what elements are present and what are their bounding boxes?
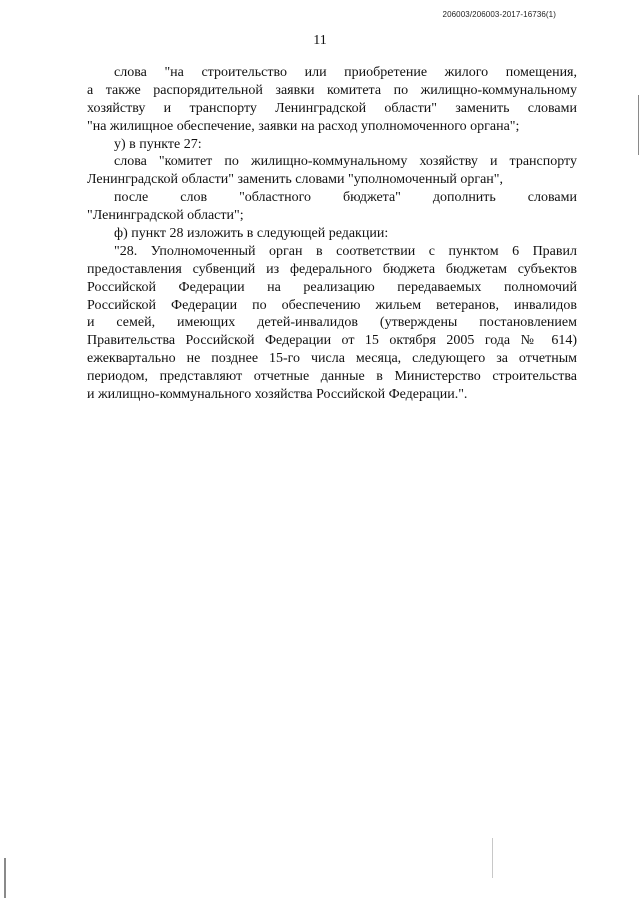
text-line: "на жилищное обеспечение, заявки на расход уполномоченного органа"; xyxy=(87,118,520,134)
text-line: Ленинградской области" заменить словами "уполномоченный орган", xyxy=(87,172,504,188)
scan-artifact xyxy=(492,838,493,878)
text-line: периодом, представляют отчетные данные в Министерство строительства xyxy=(87,369,577,385)
text-line: "Ленинградской области"; xyxy=(87,208,244,224)
body-text xyxy=(87,64,577,404)
text-line: Российской Федерации на реализацию передаваемых полномочий xyxy=(87,279,577,295)
text-line: Правительства Российской Федерации от 15 октября 2005 года № 614) xyxy=(87,333,577,349)
text-line: хозяйству и транспорту Ленинградской области" заменить словами xyxy=(87,100,577,116)
page-number: 11 xyxy=(313,33,327,48)
scan-artifact xyxy=(638,95,639,155)
text-line: предоставления субвенций из федерального бюджета бюджетам субъектов xyxy=(87,261,577,277)
text-line: "28. Уполномоченный орган в соответствии с пунктом 6 Правил xyxy=(114,243,577,259)
text-line: а также распорядительной заявки комитета по жилищно-коммунальному xyxy=(87,82,577,98)
text-line: слова "комитет по жилищно-коммунальному хозяйству и транспорту xyxy=(114,154,577,170)
text-line: и семей, имеющих детей-инвалидов (утверждены постановлением xyxy=(87,315,577,331)
scan-artifact xyxy=(4,858,6,898)
document-id: 206003/206003-2017-16736(1) xyxy=(442,10,556,19)
text-line: у) в пункте 27: xyxy=(114,136,202,152)
text-line: после слов "областного бюджета" дополнить словами xyxy=(114,190,577,206)
text-line: ежеквартально не позднее 15-го числа месяца, следующего за отчетным xyxy=(87,351,577,367)
text-line: слова "на строительство или приобретение жилого помещения, xyxy=(114,65,577,80)
text-line: ф) пункт 28 изложить в следующей редакции: xyxy=(114,226,389,242)
text-line: и жилищно-коммунального хозяйства Российской Федерации.". xyxy=(87,387,468,403)
text-line: Российской Федерации по обеспечению жильем ветеранов, инвалидов xyxy=(87,297,577,313)
